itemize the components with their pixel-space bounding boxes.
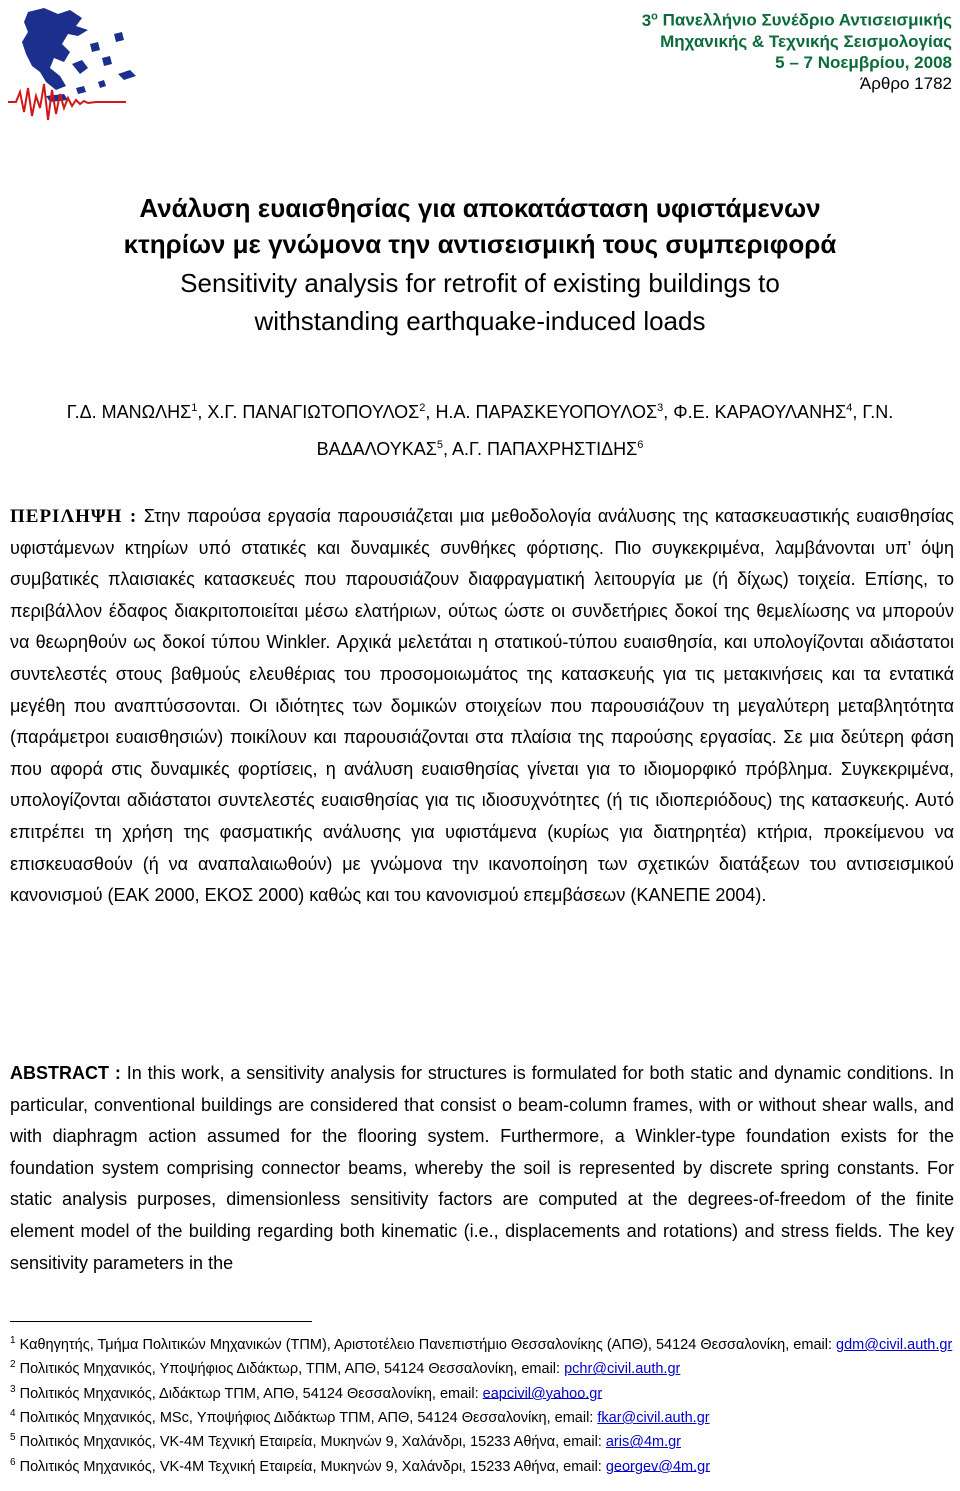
footnote: $^2$ Πολιτικός Μηχανικός, Υποψήφιος Διδάκτωρ, ΤΠΜ, ΑΠΘ, 54124 Θεσσαλονίκη, email: pchr@civil.auth.gr [10,1359,681,1378]
footnote: $^5$ Πολιτικός Μηχανικός, VK-4M Τεχνική Εταιρεία, Μυκηνών 9, Χαλάνδρι, 15233 Αθήνα, email: aris@4m.gr [10,1432,682,1451]
author: Γ.Ν. ΒΑΔΑΛΟΥΚΑΣ$^5$, [316,402,894,459]
footnote-divider [10,1321,312,1322]
abstract-english-heading: ABSTRACT : [10,1063,121,1083]
abstract-greek [10,501,954,912]
conference-title-line1: $3^o$ Πανελλήνιο Συνέδριο Αντισεισμικής [641,10,952,30]
email-link[interactable]: pchr@civil.auth.gr [564,1361,681,1378]
abstract-greek-heading: ΠΕΡΙΛΗΨΗ : [10,506,138,527]
author: Η.Α. ΠΑΡΑΣΚΕΥΟΠΟΥΛΟΣ$^3$, [435,402,674,422]
author: Γ.Δ. ΜΑΝΩΛΗΣ$^1$, [66,402,208,422]
author: Χ.Γ. ΠΑΝΑΓΙΩΤΟΠΟΥΛΟΣ$^2$, [207,402,436,422]
author: Α.Γ. ΠΑΠΑΧΡΗΣΤΙΔΗΣ$^6$ [452,439,644,459]
conference-dates: 5 – 7 Νοεμβρίου, 2008 [775,52,952,72]
email-link[interactable]: georgev@4m.gr [605,1458,711,1475]
conference-title-line2: Μηχανικής & Τεχνικής Σεισμολογίας [660,31,952,51]
email-link[interactable]: fkar@civil.auth.gr [597,1409,710,1426]
author-list [30,392,930,466]
article-number: Άρθρο 1782 [859,73,952,93]
title-greek: Ανάλυση ευαισθησίας για αποκατάσταση υφιστάμενων κτηρίων με γνώμονα την αντισεισμική τους συμπεριφορά [123,193,837,259]
title-english: Sensitivity analysis for retrofit of existing buildings to withstanding earthquake-induced loads [180,268,780,336]
footnotes [10,1331,954,1477]
author: Φ.Ε. ΚΑΡΑΟΥΛΑΝΗΣ$^4$, [673,402,863,422]
greece-seismograph-logo-icon [6,4,156,122]
footnote: $^6$ Πολιτικός Μηχανικός, VK-4M Τεχνική Εταιρεία, Μυκηνών 9, Χαλάνδρι, 15233 Αθήνα, email: georgev@4m.gr [10,1456,711,1475]
email-link[interactable]: eapcivil@yahoo.gr [482,1385,603,1402]
abstract-greek-text: Στην παρούσα εργασία παρουσιάζεται μια μεθοδολογία ανάλυσης της κατασκευαστικής ευαισθησίας υφιστάμενων κτηρίων υπό στατικές και δυναμικές συνθήκες φόρτισης. Πιο συγκεκριμένα, λαμβάνονται υπ’ όψη συμβατικές πλαισιακές κατασκευές που παρουσιάζουν διαφραγματική λειτουργία με (ή δίχως) τοιχεία. Επίσης, το περιβάλλον έδαφος διακριτοποιείται μέσω ελατήριων, ούτως ώστε οι συνδετήριες δοκοί της θεμελίωσης να μπορούν να θεωρηθούν ως δοκοί τύπου Winkler. Αρχικά μελετάται η στατικού-τύπου ευαισθησία, και υπολογίζονται αδιάστατοι συντελεστές στους βαθμούς ελευθέριας του προσομοιωμάτος της κατασκευής για τις μετακινήσεις και τα εντατικά μεγέθη που αναπτύσσονται. Οι ιδιότητες των δομικών στοιχείων που παρουσιάζουν τη μεγαλύτερη μεταβλητότητα (παράμετροι ευαισθησιών) ποικίλουν και παρουσιάζονται στα πλαίσια της παρούσης εργασίας. Σε μια δεύτερη φάση που αφορά στις δυναμικές φορτίσεις, η ανάλυση ευαισθησίας γίνεται για το ιδιομορφικό πρόβλημα. Συγκεκριμένα, υπολογίζονται αδιάστατοι συντελεστές ευαισθησίας για τις ιδιοσυχνότητες (ή τις ιδιοπεριόδους) της κατασκευής. Αυτό επιτρέπει τη χρήση της φασματικής ανάλυσης για υφιστάμενα (κυρίως για διατηρητέα) κτήρια, προκείμενου να επισκευασθούν (ή να αναπαλαιωθούν) με γνώμονα την ικανοποίηση των σχετικών διατάξεων του αντισεισμικού κανονισμού (ΕΑΚ 2000, ΕΚΟΣ 2000) καθώς και του κανονισμού επεμβάσεων (ΚΑΝΕΠΕ 2004). [10,506,954,906]
footnote: $^3$ Πολιτικός Μηχανικός, Διδάκτωρ ΤΠΜ, ΑΠΘ, 54124 Θεσσαλονίκη, email: eapcivil@yahoo.gr [10,1383,603,1402]
email-link[interactable]: aris@4m.gr [605,1434,682,1451]
paper-title [30,190,930,340]
email-link[interactable]: gdm@civil.auth.gr [836,1336,953,1353]
abstract-english-text: In this work, a sensitivity analysis for structures is formulated for both static and dynamic conditions. In particular, conventional buildings are considered that consist o beam-column frames, with or without shear walls, and with diaphragm action assumed for the flooring system. Furthermore, a Winkler-type foundation exists for the foundation system comprising connector beams, whereby the soil is represented by discrete spring constants. For static analysis purposes, dimensionless sensitivity factors are computed at the degrees-of-freedom of the finite element model of the building regarding both kinematic (i.e., displacements and rotations) and stress fields. The key sensitivity parameters in the [10,1063,954,1273]
footnote: $^1$ Καθηγητής, Τμήμα Πολιτικών Μηχανικών (ΤΠΜ), Αριστοτέλειο Πανεπιστήμιο Θεσσαλονίκης (ΑΠΘ), 54124 Θεσσαλονίκη, email: gdm@civil.auth.gr [10,1335,953,1353]
abstract-english [10,1058,954,1279]
conference-header [532,6,952,94]
footnote: $^4$ Πολιτικός Μηχανικός, MSc, Υποψήφιος Διδάκτωρ ΤΠΜ, ΑΠΘ, 54124 Θεσσαλονίκη, email: fkar@civil.auth.gr [10,1407,710,1426]
